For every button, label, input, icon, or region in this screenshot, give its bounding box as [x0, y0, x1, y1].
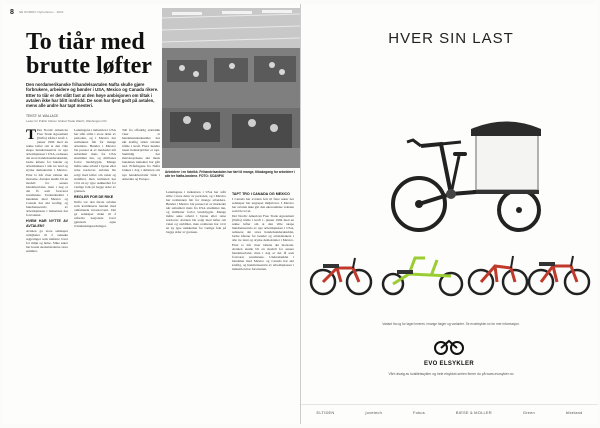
factory-photo-image — [162, 8, 300, 168]
bike-illustrations — [301, 44, 598, 304]
article-column-5b-text: Det Nordic American Free Trade Agreement (Nafta) trådte i kraft 1. januar 1994 med en rekke løfter om at den ville skape hundretusenvis av nye arbeidsplasser i USA, redusere det store handelsunderskuddet, bedre kårene for bønder og arbeidstakere i alle tre land og styrke demokratiet i Mexico. Etter to tiår viser tallene det motsatte. Avtalen skulle bli en modell for senere handelsavtaler, men i dag er det få som forsvarer resultatene. Underskuddet i handelen med Mexico og Canada har økt kraftig, og hundretusenvis av arbeidsplasser i industrien har forsvunnet. — [232, 214, 294, 271]
article-column-2b-text: Nafta var den første avtalen som kombinerte handel med omfattende investorvern. Det ga selskaper makt til å utfordre nasjonale lover gjennom egne tvisteløsningsordninger. — [74, 199, 116, 229]
article-headline: To tiår med brutte løfter — [26, 29, 152, 79]
ad-caption: Variant fra og for lager leveres i mange farger og varianter. Se evoelsykler.no for mer informasjon. — [382, 322, 520, 326]
evo-bike-icon — [419, 336, 479, 356]
article-column-5 — [232, 190, 294, 418]
article-column-4-text: Lønningene i industrien i USA har stått stille i store deler av perioden, og i Mexico har reallønnen falt for mange arbeidere. Bønder i Mexico ble presset ut av markedet når subsidiert mais fra USA strømmet inn, og millioner forlot landsbygda. Mange måtte søke arbeid i byene eller reise nordover. Avtalen ble solgt med løfter om vekst og stabilitet, men realiteten har vært en ny type usikkerhet for vanlige folk på begge sider av grensen. — [166, 190, 226, 235]
cargo-bike-icon — [393, 122, 541, 231]
article-page — [2, 4, 301, 424]
factory-photo — [162, 8, 300, 168]
sponsor-logos — [301, 404, 598, 419]
sponsor-logo: BIESE & MOLLER — [455, 409, 492, 415]
red-bike-3-icon — [529, 256, 589, 294]
article-column-3-text: Tall fra offentlig statistikk viser at handelsunderskuddet har økt kraftig siden avtalen trådte i kraft. Flere hundre tusen industrijobber er tapt. Samtidig har matvareprisene økt mens bøndenes inntekter har gått ned. Erfaringene fra Nafta brukes i dag i debatten om nye handelsavtaler både i Amerika og Europa. — [122, 128, 160, 181]
advertisement-page — [301, 4, 598, 424]
ad-tagline: Vårt utvalg av kvalitetssykler og hele elsykkel-serien finner du på www.evosykler.no — [388, 372, 514, 376]
ad-title: HVER SIN LAST — [388, 30, 514, 47]
article-subheading-2: REGLER FOR DE RIKE — [74, 194, 114, 199]
article-column-1-text: Det Nordic American Free Trade Agreement (Nafta) trådte i kraft 1. januar 1994 med en rekke løfter om at den ville skape hundretusenvis av nye arbeidsplasser i USA, redusere det store handelsunderskuddet, bedre kårene for bønder og arbeidstakere i alle tre land og styrke demokratiet i Mexico. Etter to tiår viser tallene det motsatte. Avtalen skulle bli en modell for senere handelsavtaler, men i dag er det få som forsvarer resultatene. Underskuddet i handelen med Mexico og Canada har økt kraftig, og hundretusenvis av arbeidsplasser i industrien har forsvunnet. — [26, 128, 68, 217]
sponsor-logo: bikeland — [565, 409, 583, 415]
article-byline: TEKST: M. WALLACE — [26, 114, 59, 118]
article-column-1b-text: Avtalen ga store selskaper rettigheter til å saksøke regjeringer som innførte lover for miljø og helse. Slike saker har kostet skattebetalerne store summer. — [26, 229, 68, 254]
running-head: SE NORDIC Nyhetsbrev · 2021 — [19, 10, 64, 14]
drop-cap: T — [26, 128, 37, 143]
article-byline-sub: Leder for Public Citizen Global Trade Watch, Washington DC — [26, 119, 107, 123]
evo-brand: EVO ELSYKLER — [424, 361, 474, 367]
sponsor-logo: ELTIDEN — [316, 409, 335, 415]
article-column-2-text: Lønningene i industrien i USA har stått stille i store deler av perioden, og i Mexico har reallønnen falt for mange arbeidere. Bønder i Mexico ble presset ut av markedet når subsidiert mais fra USA strømmet inn, og millioner forlot landsbygda. Mange måtte søke arbeid i byene eller reise nordover. Avtalen ble solgt med løfter om vekst og stabilitet, men realiteten har vært en ny type usikkerhet for vanlige folk på begge sider av grensen. — [74, 128, 116, 193]
article-subheading-3: TAPT TRO I CANADA OG MEXICO — [232, 192, 290, 196]
red-bike-1-icon — [311, 258, 371, 294]
article-column-4 — [166, 190, 226, 418]
photo-caption: Arbeidere i en fabrikk. Frihandelsavtalen har ført til mange, tilbakegang for arbeidere i alle tre Nafta-landene. FOTO: SCANPIX — [165, 170, 296, 178]
article-subheading-1: HVEM HAR NYTTE AV AVTALEN? — [26, 219, 68, 229]
article-column-2 — [74, 128, 116, 418]
article-column-5-text: I Canada har avtalen ført til flere saker der selskaper har angrepet miljølover. I Mexico har avtalen ikke gitt den økonomiske veksten som ble lovet. — [232, 197, 294, 214]
page-number: 8 — [10, 9, 14, 16]
green-cargo-bike-icon — [383, 258, 462, 295]
article-column-3 — [122, 128, 160, 418]
evo-logo — [419, 336, 479, 368]
sponsor-logo: Fokus — [413, 409, 425, 415]
sponsor-logo: Green — [522, 409, 535, 415]
red-bike-2-icon — [469, 256, 527, 294]
article-column-1 — [26, 128, 68, 418]
article-lead: Den nordamerikanske frihandelsavtalen Nafta skulle gjøre forbrukere, arbeidere og bønder i USA, Mexico og Canada rikere. Etter to tiår er det slått fast at den høye ambisjonen om tiltak i avtalen ikke har blitt innfridd. De som har tjent godt på avtalen, mens alle andre har tapt mesteri. — [26, 82, 159, 109]
sponsor-logo: jovetech — [365, 409, 382, 415]
